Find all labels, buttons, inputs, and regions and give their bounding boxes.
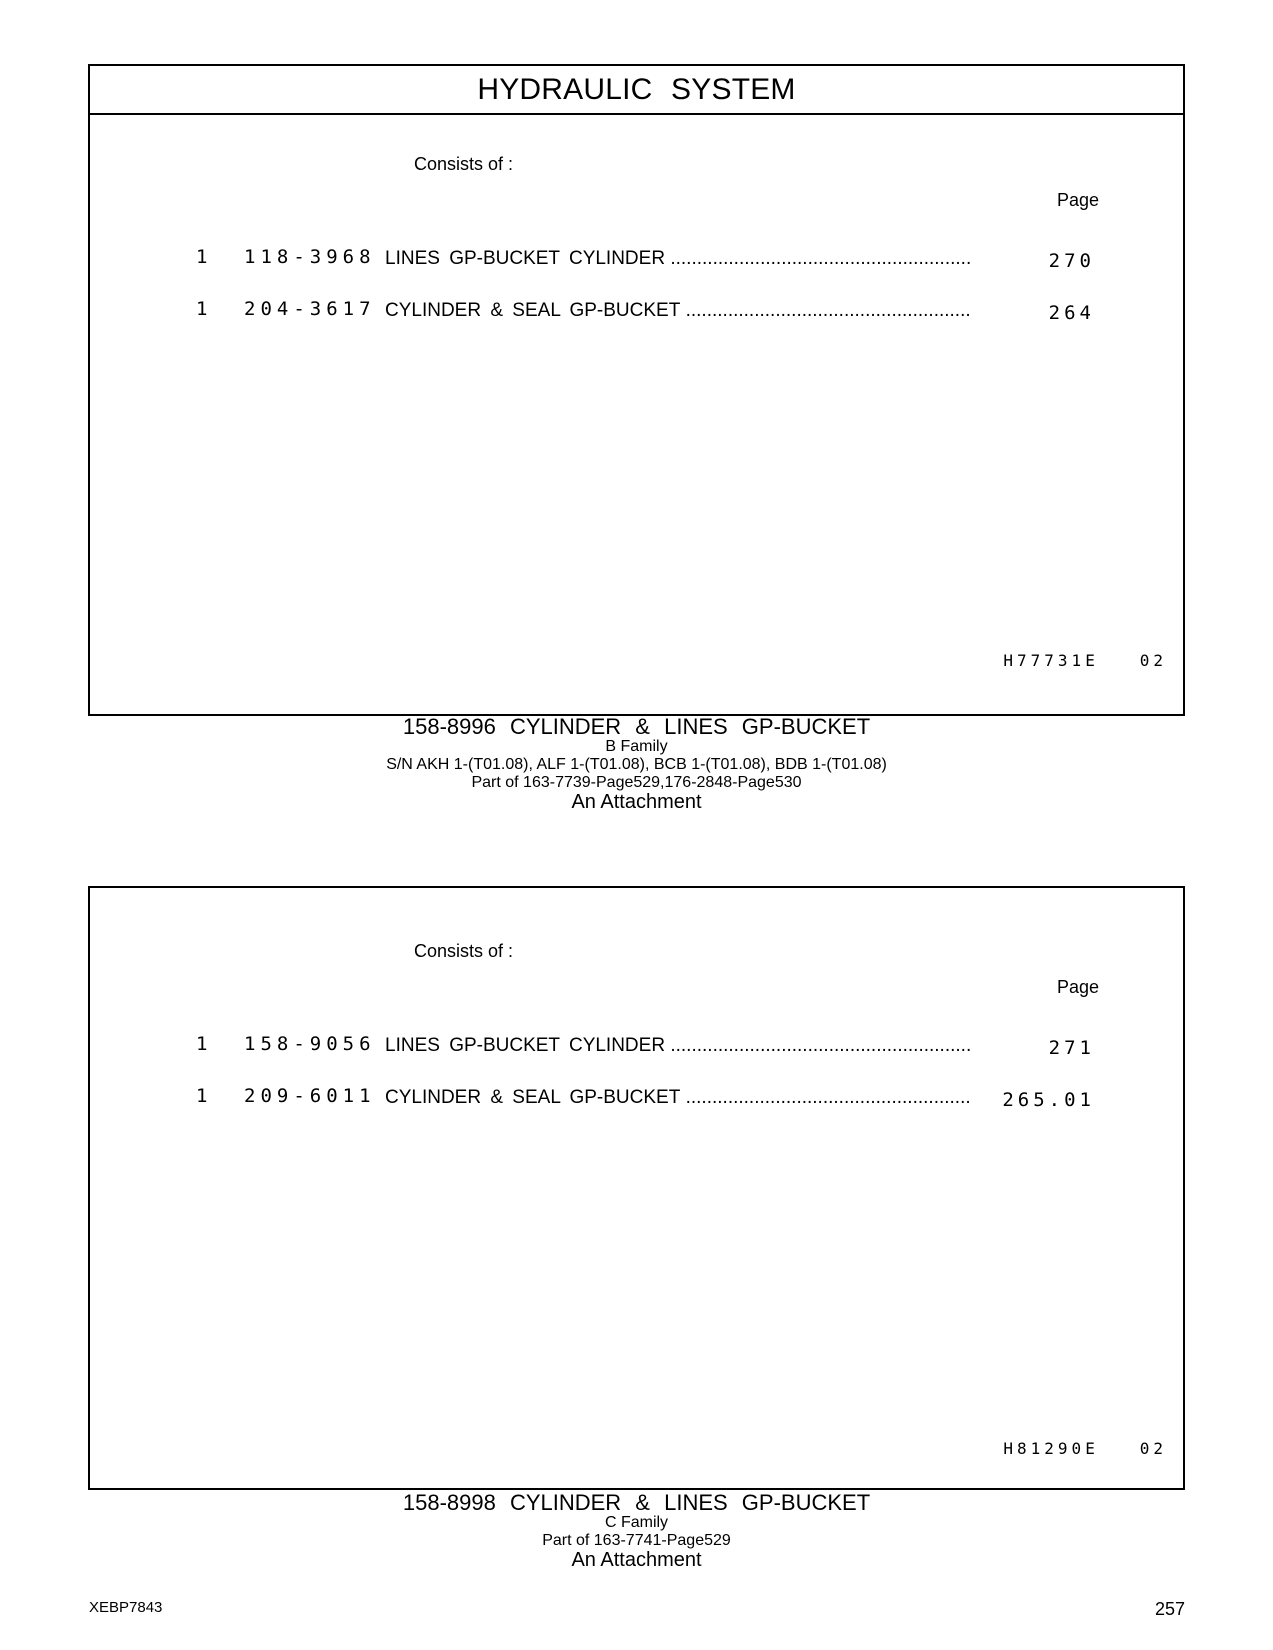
row-part-number[interactable]: 158-9056 (244, 1033, 376, 1055)
panel-caption (0, 716, 1273, 812)
illustration-code (1003, 1439, 1167, 1458)
row-part-number[interactable]: 118-3968 (244, 246, 376, 268)
row-description: CYLINDER & SEAL GP-BUCKET ..... (385, 1087, 970, 1109)
row-part-number[interactable]: 204-3617 (244, 298, 376, 320)
consists-of-label: Consists of : (414, 154, 514, 174)
row-qty: 1 (196, 1085, 208, 1107)
row-qty: 1 (196, 246, 208, 268)
parts-row (90, 1085, 1183, 1115)
parts-row (90, 246, 1183, 276)
parts-panel-c-family (88, 886, 1185, 1490)
page-column-header: Page (1057, 190, 1100, 210)
section-title: HYDRAULIC SYSTEM (90, 66, 1183, 115)
page-column-header: Page (1057, 977, 1100, 997)
caption-attachment: An Attachment (571, 1549, 702, 1571)
document-number: XEBP7843 (89, 1599, 163, 1616)
row-description: LINES GP-BUCKET CYLINDER ..... (385, 1035, 970, 1057)
illustration-rev: 02 (1139, 1439, 1167, 1458)
row-page-ref[interactable]: 264 (1048, 302, 1095, 324)
row-description: LINES GP-BUCKET CYLINDER ..... (385, 248, 970, 270)
caption-part-of: Part of 163-7741-Page529 (542, 1532, 731, 1549)
panel-caption (0, 1492, 1273, 1570)
illustration-code (1003, 651, 1167, 670)
row-page-ref[interactable]: 265.01 (1002, 1089, 1095, 1111)
page-number: 257 (1154, 1599, 1185, 1619)
row-page-ref[interactable]: 271 (1048, 1037, 1095, 1059)
parts-row (90, 298, 1183, 328)
caption-family: C Family (604, 1514, 669, 1531)
parts-row (90, 1033, 1183, 1063)
caption-part-of: Part of 163-7739-Page529,176-2848-Page530 (471, 774, 802, 791)
row-description: CYLINDER & SEAL GP-BUCKET ..... (385, 300, 970, 322)
illustration-id: H81290E (1003, 1439, 1099, 1458)
row-page-ref[interactable]: 270 (1048, 250, 1095, 272)
caption-attachment: An Attachment (571, 791, 702, 813)
illustration-rev: 02 (1139, 651, 1167, 670)
consists-of-label: Consists of : (414, 941, 514, 961)
caption-family: B Family (605, 738, 668, 755)
caption-title: 158-8998 CYLINDER & LINES GP-BUCKET (402, 1490, 871, 1515)
parts-panel-b-family (88, 64, 1185, 716)
caption-title: 158-8996 CYLINDER & LINES GP-BUCKET (402, 714, 871, 739)
row-part-number[interactable]: 209-6011 (244, 1085, 376, 1107)
caption-serial-numbers: S/N AKH 1-(T01.08), ALF 1-(T01.08), BCB 1-(T01.08), BDB 1-(T01.08) (386, 756, 887, 773)
row-qty: 1 (196, 298, 208, 320)
illustration-id: H77731E (1003, 651, 1099, 670)
row-qty: 1 (196, 1033, 208, 1055)
